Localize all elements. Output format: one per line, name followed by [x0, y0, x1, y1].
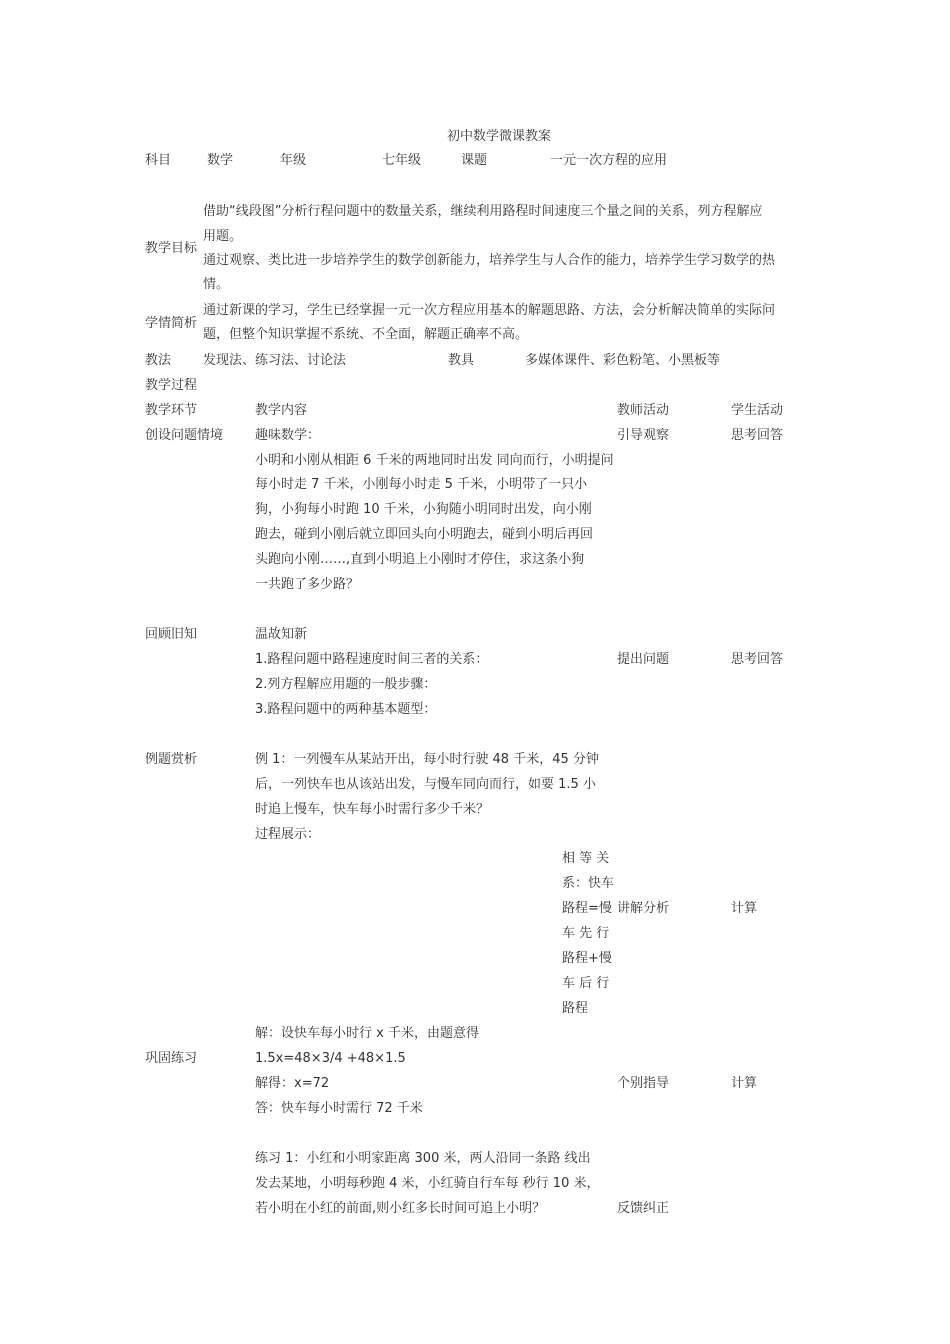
exercise-line: 若小明在小红的前面,则小红多长时间可追上小明？: [255, 1201, 546, 1216]
situation-line: 通过新课的学习，学生已经掌握一元一次方程应用基本的解题思路、方法，会分析解决简单的实际问: [203, 303, 776, 318]
content-line: 时追上慢车，快车每小时需行多少千米？: [255, 802, 490, 817]
stage-label: 巩固练习: [145, 1051, 198, 1066]
header-stage: 教学环节: [145, 403, 198, 418]
teacher-activity: 反馈纠正: [617, 1201, 670, 1216]
goals-line: 借助“线段图”分析行程问题中的数量关系，继续利用路程时间速度三个量之间的关系，列方程解应: [203, 204, 763, 219]
subject-value: 数学: [207, 153, 234, 168]
content-line: 小明和小刚从相距 6 千米的两地同时出发 同向而行，小明提问: [255, 453, 614, 468]
student-activity: 思考回答: [731, 428, 784, 443]
content-line: 3.路程问题中的两种基本题型：: [255, 702, 437, 717]
header-content: 教学内容: [255, 403, 308, 418]
grade-label: 年级: [280, 153, 307, 168]
content-line: 1.路程问题中路程速度时间三者的关系：: [255, 652, 489, 667]
solution-line: 答：快车每小时需行 72 千米: [255, 1101, 423, 1116]
relation-line: 相 等 关: [562, 851, 610, 866]
content-line: 狗，小狗每小时跑 10 千米，小狗随小明同时出发，向小刚: [255, 502, 592, 517]
goals-line: 用题。: [203, 229, 243, 244]
exercise-line: 发去某地，小明每秒跑 4 米，小红骑自行车每 秒行 10 米，: [255, 1176, 600, 1191]
goals-line: 情。: [203, 277, 230, 292]
stage-label: 创设问题情境: [145, 428, 224, 443]
solution-line: 解得：x=72: [255, 1076, 330, 1091]
teacher-activity: 讲解分析: [617, 901, 670, 916]
content-line: 温故知新: [255, 627, 308, 642]
content-line: 头跑向小刚……,直到小明追上小刚时才停住，求这条小狗: [255, 552, 585, 567]
content-line: 例 1：一列慢车从某站开出，每小时行驶 48 千米，45 分钟: [255, 752, 599, 767]
student-activity: 思考回答: [731, 652, 784, 667]
student-activity: 计算: [731, 901, 758, 916]
relation-line: 路程: [562, 1001, 589, 1016]
content-line: 过程展示：: [255, 827, 321, 842]
teacher-activity: 个别指导: [617, 1076, 670, 1091]
header-student: 学生活动: [731, 403, 784, 418]
page-title: 初中数学微课教案: [447, 129, 552, 144]
stage-label: 回顾旧知: [145, 627, 198, 642]
relation-line: 车 后 行: [562, 976, 610, 991]
content-line: 一共跑了多少路？: [255, 577, 360, 592]
relation-line: 路程=慢: [562, 901, 612, 916]
topic-value: 一元一次方程的应用: [550, 153, 668, 168]
content-line: 趣味数学：: [255, 428, 321, 443]
relation-line: 系：快车: [562, 876, 615, 891]
tools-label: 教具: [448, 353, 475, 368]
relation-line: 路程+慢: [562, 951, 612, 966]
goals-line: 通过观察、类比进一步培养学生的数学创新能力，培养学生与人合作的能力，培养学生学习数学的热: [203, 253, 776, 268]
content-line: 2.列方程解应用题的一般步骤：: [255, 677, 437, 692]
situation-line: 题，但整个知识掌握不系统、不全面，解题正确率不高。: [203, 327, 529, 342]
stage-label: 例题赏析: [145, 752, 198, 767]
teacher-activity: 引导观察: [617, 428, 670, 443]
process-label: 教学过程: [145, 378, 198, 393]
content-line: 跑去，碰到小刚后就立即回头向小明跑去，碰到小明后再回: [255, 527, 594, 542]
solution-line: 1.5x=48×3/4 +48×1.5: [255, 1051, 406, 1066]
goals-label: 教学目标: [145, 241, 198, 256]
methods-label: 教法: [145, 353, 172, 368]
teacher-activity: 提出问题: [617, 652, 670, 667]
tools-value: 多媒体课件、彩色粉笔、小黑板等: [525, 353, 721, 368]
grade-value: 七年级: [382, 153, 422, 168]
topic-label: 课题: [461, 153, 488, 168]
content-line: 每小时走 7 千米，小刚每小时走 5 千米，小明带了一只小: [255, 477, 588, 492]
relation-line: 车 先 行: [562, 926, 610, 941]
solution-line: 解：设快车每小时行 x 千米，由题意得: [255, 1026, 479, 1041]
subject-label: 科目: [145, 153, 172, 168]
header-teacher: 教师活动: [617, 403, 670, 418]
content-line: 后，一列快车也从该站出发，与慢车同向而行，如要 1.5 小: [255, 777, 596, 792]
situation-label: 学情简析: [145, 316, 198, 331]
student-activity: 计算: [731, 1076, 758, 1091]
methods-value: 发现法、练习法、讨论法: [203, 353, 347, 368]
exercise-line: 练习 1：小红和小明家距离 300 米，两人沿同一条路 线出: [255, 1151, 591, 1166]
